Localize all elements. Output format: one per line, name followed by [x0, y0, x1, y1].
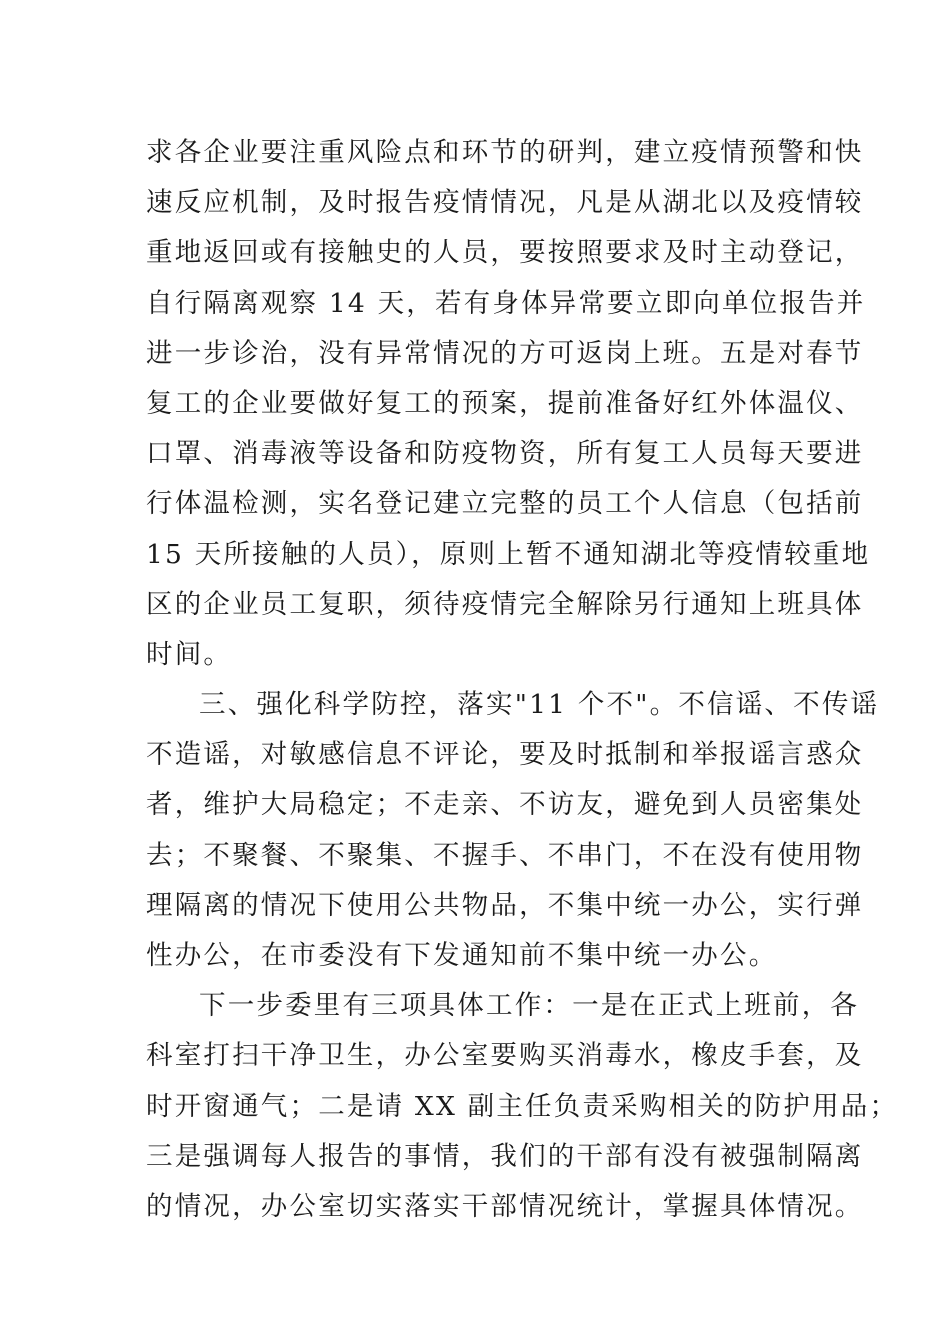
- text-line: 时间。: [146, 638, 233, 670]
- text-line: 性办公，在市委没有下发通知前不集中统一办公。: [146, 940, 778, 971]
- text-line: 区的企业员工复职，须待疫情完全解除另行通知上班具体: [146, 588, 864, 620]
- text-line: 行体温检测，实名登记建立完整的员工个人信息（包括前: [146, 488, 864, 520]
- text-line: 下一步委里有三项具体工作：一是在正式上班前，各: [199, 990, 860, 1022]
- text-line: 科室打扫干净卫生，办公室要购买消毒水，橡皮手套，及: [146, 1040, 864, 1072]
- text-line: 三是强调每人报告的事情，我们的干部有没有被强制隔离: [146, 1140, 864, 1172]
- body-text: [146, 128, 899, 1232]
- text-line: 重地返回或有接触史的人员，要按照要求及时主动登记，: [146, 237, 864, 269]
- text-line: 时开窗通气；二是请 XX 副主任负责采购相关的防护用品；: [146, 1090, 899, 1122]
- text-line: 自行隔离观察 14 天，若有身体异常要立即向单位报告并: [146, 287, 866, 319]
- text-line: 口罩、消毒液等设备和防疫物资，所有复工人员每天要进: [146, 438, 864, 470]
- text-line: 复工的企业要做好复工的预案，提前准备好红外体温仪、: [146, 387, 864, 419]
- text-line: 三、强化科学防控，落实"11 个不"。不信谣、不传谣: [199, 689, 880, 721]
- text-line: 的情况，办公室切实落实干部情况统计，掌握具体情况。: [146, 1190, 864, 1222]
- text-line: 不造谣，对敏感信息不评论，要及时抵制和举报谣言惑众: [146, 739, 864, 771]
- text-line: 求各企业要注重风险点和环节的研判，建立疫情预警和快: [146, 137, 864, 168]
- text-line: 15 天所接触的人员），原则上暂不通知湖北等疫情较重地: [146, 538, 871, 570]
- text-line: 去；不聚餐、不聚集、不握手、不串门，不在没有使用物: [146, 839, 864, 871]
- text-line: 速反应机制，及时报告疫情情况，凡是从湖北以及疫情较: [146, 187, 864, 219]
- text-line: 理隔离的情况下使用公共物品，不集中统一办公，实行弹: [146, 889, 864, 921]
- text-line: 进一步诊治，没有异常情况的方可返岗上班。五是对春节: [146, 337, 864, 369]
- text-line: 者，维护大局稳定；不走亲、不访友，避免到人员密集处: [146, 789, 864, 821]
